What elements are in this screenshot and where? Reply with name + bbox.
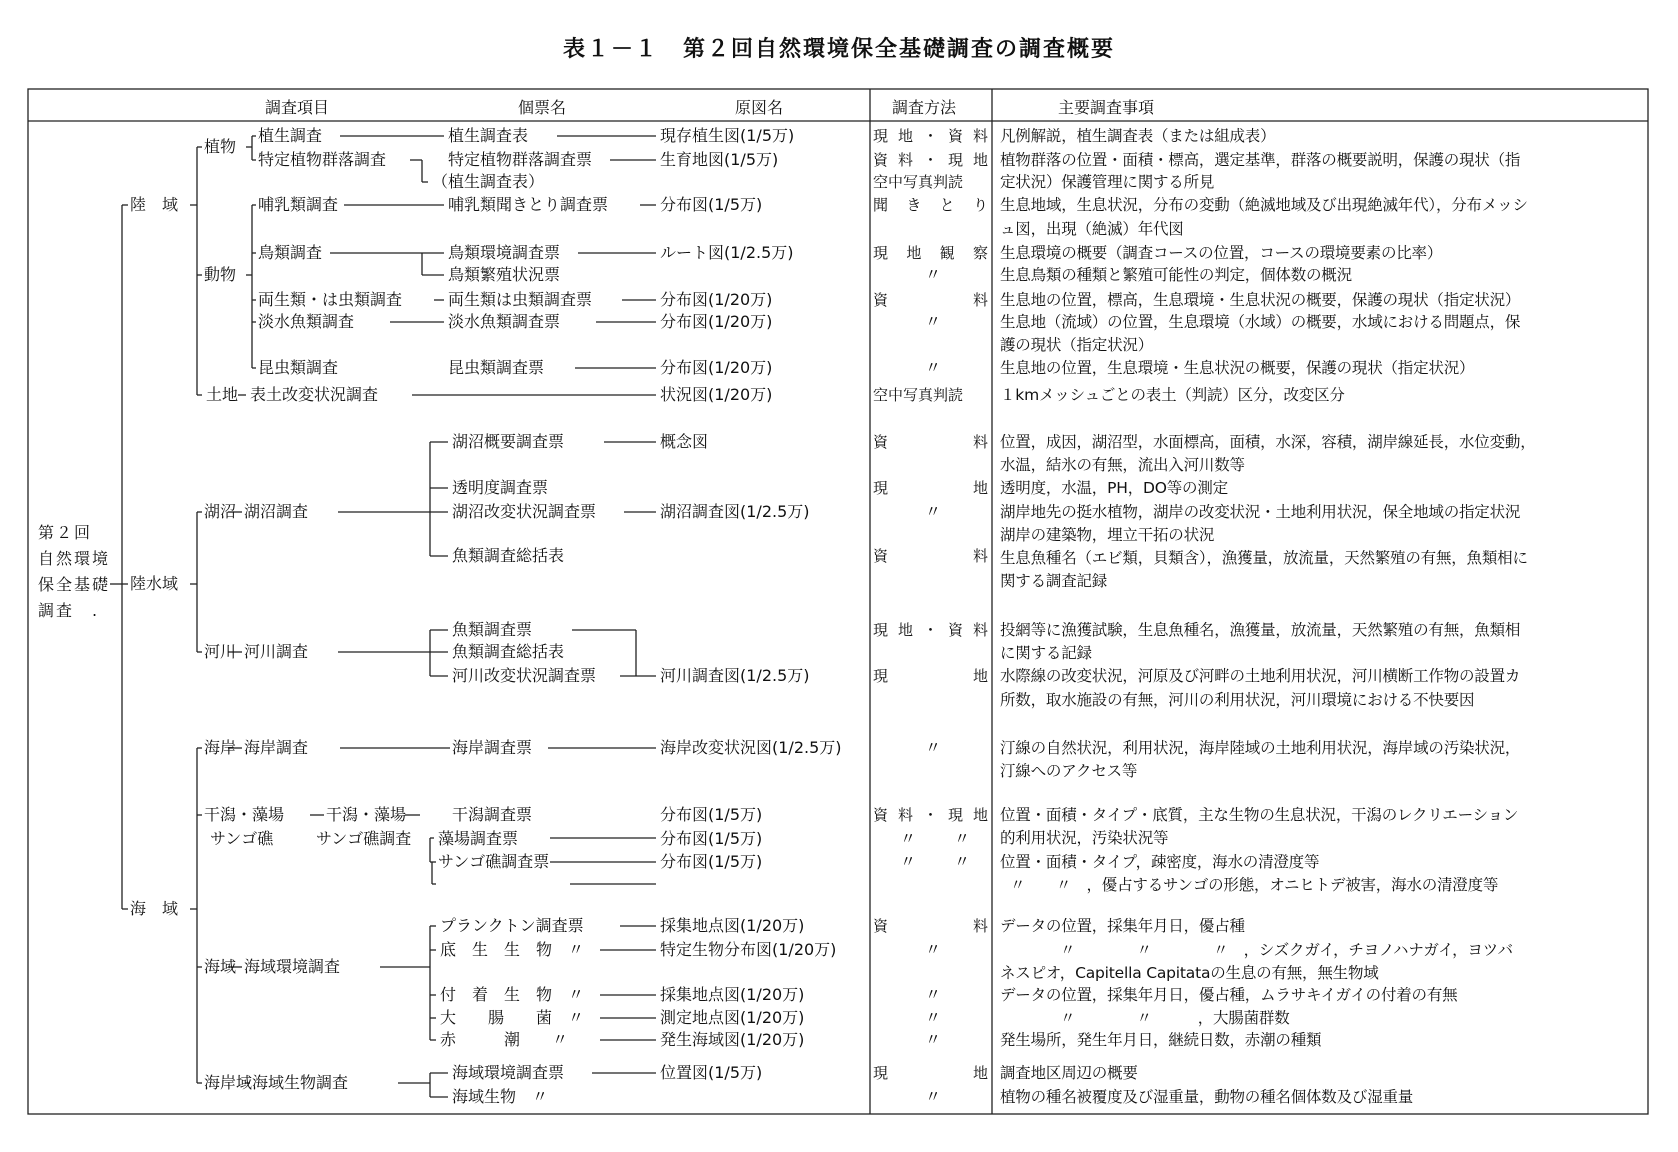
detail-bird-1: 生息環境の概要（調査コースの位置，コースの環境要素の比率） — [1000, 244, 1443, 262]
detail-fish-1: 生息地（流域）の位置，生息環境（水域）の概要，水域における問題点，保 — [1000, 313, 1521, 331]
detail-lake-overview-2: 水温，結氷の有無，流出入河川数等 — [1000, 456, 1245, 474]
survey-mammal: 哺乳類調査 — [258, 195, 339, 214]
map-sea-env: 位置図(1/5万) — [660, 1063, 763, 1082]
detail-river-fish-1: 投網等に漁獲試験，生息魚種名，漁獲量，放流量，天然繁殖の有無，魚類相 — [1000, 621, 1521, 639]
form-mammal: 哺乳類聞きとり調査票 — [448, 195, 609, 214]
group-animal: 動物 — [204, 265, 237, 284]
method-lake-overview: 資 料 — [873, 433, 988, 451]
form-bird-breeding: 鳥類繁殖状況票 — [448, 265, 561, 284]
map-river: 河川調査図(1/2.5万) — [660, 666, 810, 685]
form-red-tide: 赤 潮 〃 — [440, 1030, 569, 1049]
root-label-line1: 第２回 — [38, 523, 93, 542]
detail-lake-change-1: 湖岸地先の挺水植物，湖岸の改変状況・土地利用状況，保全地域の指定状況 — [1000, 503, 1521, 521]
detail-vegetation: 凡例解説，植生調査表（または組成表） — [1000, 127, 1276, 145]
form-seaweed: 藻場調査票 — [438, 829, 519, 848]
map-freshwater-fish: 分布図(1/20万) — [660, 312, 773, 331]
method-tidal: 資 料 ・ 現 地 — [873, 806, 988, 824]
map-bird: ルート図(1/2.5万) — [660, 243, 794, 262]
form-sea-env: 海域環境調査票 — [452, 1063, 565, 1082]
survey-insect: 昆虫類調査 — [258, 358, 339, 377]
map-coral: 分布図(1/5万) — [660, 852, 763, 871]
domain-inland-water: 陸水域 — [130, 574, 179, 593]
method-soil: 空中写真判読 — [873, 386, 964, 404]
detail-river-change-1: 水際線の改変状況，河原及び河畔の土地利用状況，河川横断工作物の設置カ — [1000, 667, 1521, 685]
map-specific-plant: 生育地図(1/5万) — [660, 150, 779, 169]
detail-fish-summary-2: 関する調査記録 — [1000, 572, 1108, 590]
root-label-line3: 保全基礎 — [38, 575, 111, 594]
method-ditto: 〃 — [925, 265, 942, 284]
group-river: 河川 — [204, 642, 237, 661]
detail-river-fish-2: に関する記録 — [1000, 644, 1092, 662]
map-coast: 海岸改変状況図(1/2.5万) — [660, 738, 842, 757]
detail-insect: 生息地の位置，生息環境・生息状況の概要，保護の現状（指定状況） — [1000, 359, 1475, 377]
form-sea-bio: 海域生物 〃 — [452, 1087, 549, 1106]
method-fish-summary: 資 料 — [873, 547, 988, 565]
detail-coast-1: 汀線の自然状況，利用状況，海岸陸域の土地利用状況，海岸域の汚染状況， — [1000, 739, 1521, 757]
form-fish-survey: 魚類調査票 — [452, 620, 533, 639]
detail-specific-plant-1: 植物群落の位置・面積・標高，選定基準，群落の概要説明，保護の現状（指 — [1000, 151, 1521, 169]
form-freshwater-fish: 淡水魚類調査票 — [448, 312, 561, 331]
form-plankton: プランクトン調査票 — [440, 916, 584, 935]
detail-benthos-1: 〃 〃 〃 ，シズクガイ，チヨノハナガイ，ヨツバ — [1060, 941, 1513, 959]
form-transparency: 透明度調査票 — [452, 478, 549, 497]
method-ditto: 〃 — [925, 502, 942, 521]
detail-red-tide: 発生場所，発生年月日，継続日数，赤潮の種類 — [1000, 1031, 1322, 1049]
form-ecoli: 大 腸 菌 〃 — [440, 1008, 585, 1027]
detail-fish-summary-1: 生息魚種名（エビ類，貝類含），漁獲量，放流量，天然繁殖の有無，魚類相に — [1000, 549, 1528, 567]
group-sea-area: 海域 — [204, 957, 237, 976]
group-coral: サンゴ礁 — [210, 829, 274, 848]
method-ditto: 〃 — [925, 1087, 942, 1106]
map-mammal: 分布図(1/5万) — [660, 195, 763, 214]
map-lake: 湖沼調査図(1/2.5万) — [660, 502, 810, 521]
detail-mammal-1: 生息地域，生息状況，分布の変動（絶滅地域及び出現絶滅年代），分布メッシ — [1000, 196, 1528, 214]
method-ditto: 〃 — [925, 1030, 942, 1049]
form-vegetation: 植生調査表 — [448, 126, 529, 145]
form-lake-change: 湖沼改変状況調査票 — [452, 502, 597, 521]
detail-bird-2: 生息鳥類の種類と繁殖可能性の判定，個体数の概況 — [1000, 266, 1352, 284]
form-amphibian: 両生類は虫類調査票 — [448, 290, 593, 309]
method-sea-env: 現 地 — [873, 1064, 988, 1082]
table-title: 表１－１ 第２回自然環境保全基礎調査の調査概要 — [562, 37, 1115, 62]
method-river-change: 現 地 — [873, 667, 988, 685]
survey-vegetation: 植生調査 — [258, 126, 323, 145]
method-ditto: 〃 — [925, 1008, 942, 1027]
survey-specific-plant: 特定植物群落調査 — [258, 150, 387, 169]
group-tidal: 干潟・藻場 — [204, 805, 285, 824]
detail-sea-bio: 植物の種名被覆度及び湿重量，動物の種名個体数及び湿重量 — [1000, 1088, 1414, 1106]
map-seaweed: 分布図(1/5万) — [660, 829, 763, 848]
survey-river: 河川調査 — [244, 642, 309, 661]
survey-coral: サンゴ礁調査 — [316, 829, 412, 848]
method-mammal: 聞 き と り — [873, 196, 988, 214]
form-river-fish-summary: 魚類調査総括表 — [452, 642, 565, 661]
detail-seaweed: 位置・面積・タイプ，疎密度，海水の清澄度等 — [1000, 853, 1320, 871]
method-amphibian: 資 料 — [873, 291, 988, 309]
detail-soil: １kmメッシュごとの表土（判読）区分，改変区分 — [1000, 386, 1345, 404]
method-ditto: 〃 — [925, 985, 942, 1004]
group-coast: 海岸 — [204, 738, 237, 757]
detail-plankton: データの位置，採集年月日，優占種 — [1000, 917, 1245, 935]
detail-lake-change-2: 湖岸の建築物，埋立干拓の状況 — [1000, 526, 1215, 544]
form-benthos: 底 生 生 物 〃 — [440, 940, 585, 959]
detail-coral: 〃 〃 ，優占するサンゴの形態，オニヒトデ被害，海水の清澄度等 — [1010, 876, 1499, 894]
header-method: 調査方法 — [892, 98, 957, 117]
method-ditto: 〃 — [925, 312, 942, 331]
domain-land: 陸 域 — [130, 195, 179, 214]
map-lake-concept: 概念図 — [660, 432, 709, 451]
group-soil: 土地 — [206, 385, 239, 404]
root-label-line4: 調査 . — [38, 601, 100, 620]
map-soil: 状況図(1/20万) — [660, 385, 773, 404]
detail-river-change-2: 所数，取水施設の有無，河川の利用状況，河川環境における不快要因 — [1000, 691, 1475, 709]
detail-tidal-2: 的利用状況，汚染状況等 — [1000, 829, 1169, 847]
form-bird-env: 鳥類環境調査票 — [448, 243, 561, 262]
form-coral: サンゴ礁調査票 — [438, 852, 550, 871]
detail-amphibian: 生息地の位置，標高，生息環境・生息状況の概要，保護の現状（指定状況） — [1000, 291, 1521, 309]
header-form: 個票名 — [518, 98, 567, 117]
detail-benthos-2: ネスピオ，Capitella Capitataの生息の有無，無生物域 — [1000, 964, 1379, 982]
map-ecoli: 測定地点図(1/20万) — [660, 1008, 805, 1027]
survey-lake: 湖沼調査 — [244, 502, 309, 521]
map-tidal: 分布図(1/5万) — [660, 805, 763, 824]
map-insect: 分布図(1/20万) — [660, 358, 773, 377]
form-specific-plant-sub: （植生調査表） — [432, 172, 545, 191]
method-river-fish: 現 地 ・ 資 料 — [873, 621, 988, 639]
detail-specific-plant-2: 定状況）保護管理に関する所見 — [1000, 173, 1215, 191]
detail-lake-overview-1: 位置，成因，湖沼型，水面標高，面積，水深，容積，湖岸線延長，水位変動， — [1000, 433, 1536, 451]
detail-mammal-2: ュ図，出現（絶滅）年代図 — [1000, 220, 1184, 238]
method-ditto: 〃 — [925, 940, 942, 959]
group-plant: 植物 — [204, 137, 237, 156]
form-insect: 昆虫類調査票 — [448, 358, 545, 377]
form-lake-overview: 湖沼概要調査票 — [452, 432, 565, 451]
header-item: 調査項目 — [265, 98, 330, 117]
method-vegetation: 現 地 ・ 資 料 — [873, 127, 988, 145]
root-label-line2: 自然環境 — [38, 549, 111, 568]
survey-sea-env: 海域環境調査 — [244, 957, 341, 976]
form-fish-summary: 魚類調査総括表 — [452, 546, 565, 565]
method-specific-plant-aerial: 空中写真判読 — [873, 173, 964, 191]
form-attached: 付 着 生 物 〃 — [440, 985, 585, 1004]
map-red-tide: 発生海域図(1/20万) — [660, 1030, 805, 1049]
map-amphibian: 分布図(1/20万) — [660, 290, 773, 309]
method-ditto: 〃 — [925, 738, 942, 757]
survey-soil: 表土改変状況調査 — [250, 385, 379, 404]
form-specific-plant: 特定植物群落調査票 — [448, 150, 593, 169]
header-map: 原図名 — [735, 98, 784, 117]
method-ditto-pair: 〃 〃 — [900, 852, 970, 871]
group-lake: 湖沼 — [204, 502, 237, 521]
group-shore: 海岸域 — [204, 1073, 253, 1092]
detail-attached: データの位置，採集年月日，優占種，ムラサキイガイの付着の有無 — [1000, 986, 1458, 1004]
method-specific-plant: 資 料 ・ 現 地 — [873, 151, 988, 169]
method-ditto-pair: 〃 〃 — [900, 829, 970, 848]
survey-tidal: 干潟・藻場 — [326, 805, 407, 824]
map-attached: 採集地点図(1/20万) — [660, 985, 805, 1004]
map-benthos: 特定生物分布図(1/20万) — [660, 940, 837, 959]
form-tidal: 干潟調査票 — [452, 805, 533, 824]
method-bird: 現 地 観 察 — [873, 244, 988, 262]
domain-sea: 海 域 — [130, 899, 179, 918]
method-plankton: 資 料 — [873, 917, 988, 935]
survey-freshwater-fish: 淡水魚類調査 — [258, 312, 355, 331]
map-vegetation: 現存植生図(1/5万) — [660, 126, 795, 145]
method-transparency: 現 地 — [873, 479, 988, 497]
survey-sea-bio: 海域生物調査 — [252, 1073, 349, 1092]
header-main: 主要調査事項 — [1058, 98, 1155, 117]
detail-tidal-1: 位置・面積・タイプ・底質，主な生物の生息状況，干潟のレクリエーション — [1000, 806, 1519, 824]
map-plankton: 採集地点図(1/20万) — [660, 916, 805, 935]
survey-coast: 海岸調査 — [244, 738, 309, 757]
detail-ecoli: 〃 〃 ，大腸菌群数 — [1060, 1009, 1290, 1027]
detail-fish-2: 護の現状（指定状況） — [1000, 336, 1154, 354]
detail-sea-env: 調査地区周辺の概要 — [1000, 1064, 1138, 1082]
survey-bird: 鳥類調査 — [258, 243, 323, 262]
detail-transparency: 透明度，水温，PH，DO等の測定 — [1000, 479, 1228, 497]
survey-amphibian: 両生類・は虫類調査 — [258, 290, 403, 309]
form-river-change: 河川改変状況調査票 — [452, 666, 597, 685]
method-ditto: 〃 — [925, 358, 942, 377]
detail-coast-2: 汀線へのアクセス等 — [1000, 762, 1138, 780]
form-coast: 海岸調査票 — [452, 738, 533, 757]
